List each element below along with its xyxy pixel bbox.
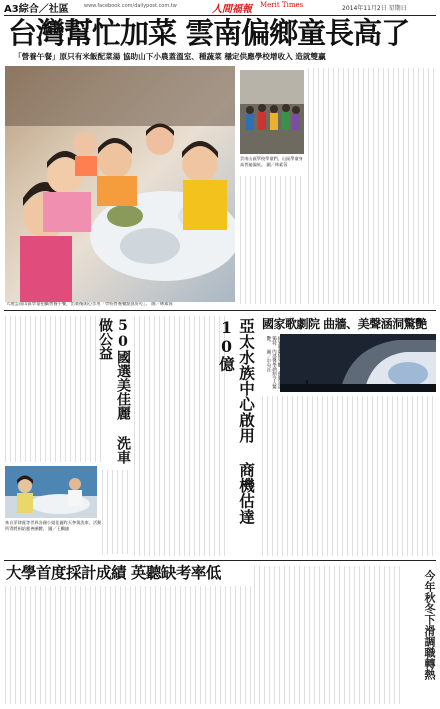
- lead-body-text-mid: [240, 176, 304, 304]
- masthead: [4, 0, 436, 14]
- kids-photo-caption: 雲南山區學校學童們，山區學童身高普遍偏低。 圖／林素蓉: [240, 156, 303, 167]
- story4-body-text: [262, 396, 436, 556]
- story5-body-text-right: [254, 566, 404, 704]
- lead-body-text-right: [308, 68, 436, 304]
- section-label: A3綜合／社區: [4, 4, 69, 15]
- newspaper-logo: 人間福報: [212, 4, 252, 15]
- kids-group-photo: [240, 70, 304, 154]
- story2-headline: 亞太水族中心啟用 商機估達10億: [217, 318, 256, 525]
- opera-house-photo: [280, 334, 436, 392]
- newspaper-logo-en: Merit Times: [260, 1, 304, 9]
- story3-photo-caption: 來自菲律賓等世界各國小姐佳麗昨天參與洗車，活動所得將捐給慈善團體。 圖／王鵬捷: [5, 520, 102, 531]
- lead-photo: [5, 66, 235, 302]
- site-url[interactable]: www.facebook.com/dailypost.com.tw: [84, 3, 177, 9]
- section-rule-1: [4, 310, 436, 311]
- lead-photo-caption: 大理雲南山區學童拍攝營養午餐，出菜後開心享用「學校營養餐點真好吃」。 圖／林素蓉: [6, 302, 173, 307]
- story4-headline: 國家歌劇院 曲牆、美聲涵洞驚艷: [262, 317, 427, 331]
- story6-headline: 今年秋冬下滑調職轉熱: [423, 570, 436, 680]
- story5-body-text: [5, 586, 251, 704]
- story3-body-text-lower: [102, 470, 132, 554]
- pageant-carwash-photo: [5, 466, 97, 518]
- story3-body-text: [5, 316, 105, 462]
- lead-headline: 台灣幫忙加菜 雲南偏鄉童長高了: [8, 16, 410, 50]
- issue-date: 2014年11月2日 星期日: [342, 5, 407, 12]
- section-rule-2: [4, 560, 436, 561]
- story3-headline: 50國選美佳麗 洗車做公益: [97, 318, 131, 464]
- story5-headline: 大學首度採計成績 英聽缺考率低: [6, 563, 221, 582]
- lead-subhead: 「營養午餐」原只有米飯配菜湯 協助山下小農蓋溫室、種蔬菜 穩定供應學校增收入 造就雙贏: [14, 52, 326, 61]
- children-lunch-illustration: [5, 66, 235, 302]
- story4-photo-caption: 獨特，內部聲學涵洞令人驚艷。 圖／中央社: [266, 336, 277, 389]
- story2-body-text-left: [134, 316, 226, 556]
